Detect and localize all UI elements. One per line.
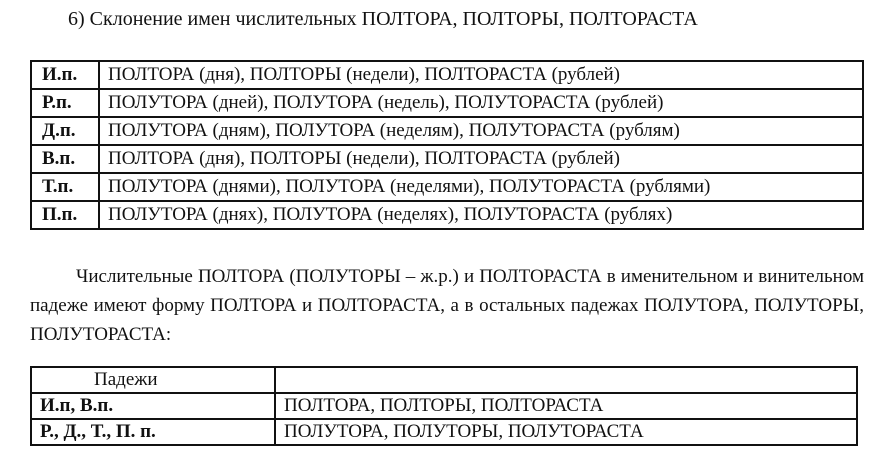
table-row [31,173,863,201]
explanation-paragraph: Числительные ПОЛТОРА (ПОЛУТОРЫ – ж.р.) и ПОЛТОРАСТА в именительном и винительном падеже имеют форму ПОЛТОРА и ПОЛТОРАСТА, а в остальных падежах ПОЛУТОРА, ПОЛУТОРЫ, ПОЛУТОРАСТА: [30,266,864,345]
cases-cell: Р., Д., Т., П. п. [31,419,275,445]
forms-cell: ПОЛУТОРА (дней), ПОЛУТОРА (недель), ПОЛУТОРАСТА (рублей) [99,89,863,117]
table-header-row [31,367,857,393]
case-cell: И.п. [31,61,99,89]
case-cell: Д.п. [31,117,99,145]
cases-cell: И.п, В.п. [31,393,275,419]
forms-cell: ПОЛТОРА, ПОЛТОРЫ, ПОЛТОРАСТА [275,393,857,419]
table-row [31,419,857,445]
table-row [31,61,863,89]
forms-cell: ПОЛУТОРА (дням), ПОЛУТОРА (неделям), ПОЛУТОРАСТА (рублям) [99,117,863,145]
header-cases: Падежи [31,367,275,393]
table-row [31,117,863,145]
case-cell: П.п. [31,201,99,229]
table-row [31,393,857,419]
forms-cell: ПОЛУТОРА, ПОЛУТОРЫ, ПОЛУТОРАСТА [275,419,857,445]
declension-table [30,60,864,230]
forms-cell: ПОЛУТОРА (днями), ПОЛУТОРА (неделями), ПОЛУТОРАСТА (рублями) [99,173,863,201]
table-row [31,145,863,173]
section-heading: 6) Склонение имен числительных ПОЛТОРА, ПОЛТОРЫ, ПОЛТОРАСТА [68,8,698,30]
forms-cell: ПОЛТОРА (дня), ПОЛТОРЫ (недели), ПОЛТОРАСТА (рублей) [99,61,863,89]
table-row [31,89,863,117]
case-cell: Т.п. [31,173,99,201]
case-cell: Р.п. [31,89,99,117]
case-cell: В.п. [31,145,99,173]
summary-table [30,366,858,446]
forms-cell: ПОЛУТОРА (днях), ПОЛУТОРА (неделях), ПОЛУТОРАСТА (рублях) [99,201,863,229]
header-empty [275,367,857,393]
table-row [31,201,863,229]
forms-cell: ПОЛТОРА (дня), ПОЛТОРЫ (недели), ПОЛТОРАСТА (рублей) [99,145,863,173]
